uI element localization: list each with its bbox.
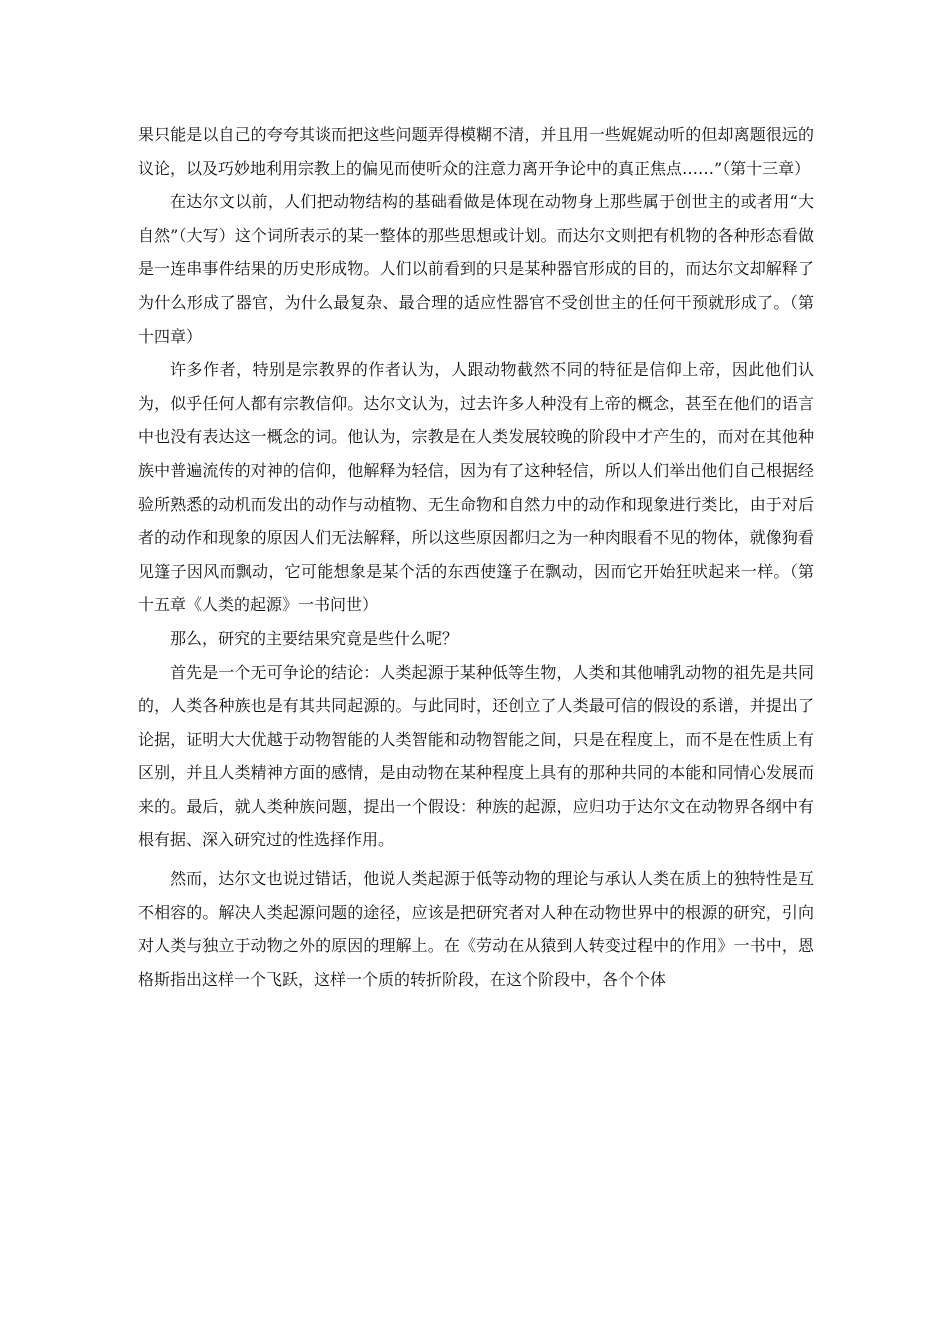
paragraph-chapter-15: 许多作者，特别是宗教界的作者认为，人跟动物截然不同的特征是信仰上帝，因此他们认为，似乎任何人都有宗教信仰。达尔文认为，过去许多人种没有上帝的概念，甚至在他们的语言中也没有表达这一概念的词。他认为，宗教是在人类发展较晚的阶段中才产生的，而对在其他种族中普遍流传的对神的信仰，他解释为轻信，因为有了这种轻信，所以人们举出他们自己根据经验所熟悉的动机而发出的动作与动植物、无生命物和自然力中的动作和现象进行类比，由于对后者的动作和现象的原因人们无法解释，所以这些原因都归之为一种肉眼看不见的物体，就像狗看见篷子因风而飘动，它可能想象是某个活的东西使篷子在飘动，因而它开始狂吠起来一样。（第十五章《人类的起源》一书问世） (138, 360, 814, 615)
document-page (138, 118, 814, 996)
paragraph-main-results: 首先是一个无可争论的结论：人类起源于某种低等生物，人类和其他哺乳动物的祖先是共同的，人类各种族也是有其共同起源的。与此同时，还创立了人类最可信的假设的系谱，并提出了论据，证明大大优越于动物智能的人类智能和动物智能之间，只是在程度上，而不是在性质上有区别，并且人类精神方面的感情，是由动物在某种程度上具有的那种共同的本能和同情心发展而来的。最后，就人类种族问题，提出一个假设：种族的起源，应归功于达尔文在动物界各纲中有根有据、深入研究过的性选择作用。 (138, 662, 814, 850)
paragraph-question: 那么，研究的主要结果究竟是些什么呢？ (170, 628, 459, 648)
paragraph-continuation: 果只能是以自己的夸夸其谈而把这些问题弄得模糊不清，并且用一些娓娓动听的但却离题很远的议论，以及巧妙地利用宗教上的偏见而使听众的注意力离开争论中的真正焦点……”（第十三章） (138, 125, 814, 178)
paragraph-chapter-14: 在达尔文以前，人们把动物结构的基础看做是体现在动物身上那些属于创世主的或者用“大自然”（大写）这个词所表示的某一整体的那些思想或计划。而达尔文则把有机物的各种形态看做是一连串事件结果的历史形成物。人们以前看到的只是某种器官形成的目的，而达尔文却解释了为什么形成了器官，为什么最复杂、最合理的适应性器官不受创世主的任何干预就形成了。（第十四章） (138, 192, 814, 346)
paragraph-darwin-errors: 然而，达尔文也说过错话，他说人类起源于低等动物的理论与承认人类在质上的独特性是互不相容的。解决人类起源问题的途径，应该是把研究者对人种在动物世界中的根源的研究，引向对人类与独立于动物之外的原因的理解上。在《劳动在从猿到人转变过程中的作用》一书中，恩格斯指出这样一个飞跃，这样一个质的转折阶段，在这个阶段中，各个个体 (138, 869, 814, 989)
